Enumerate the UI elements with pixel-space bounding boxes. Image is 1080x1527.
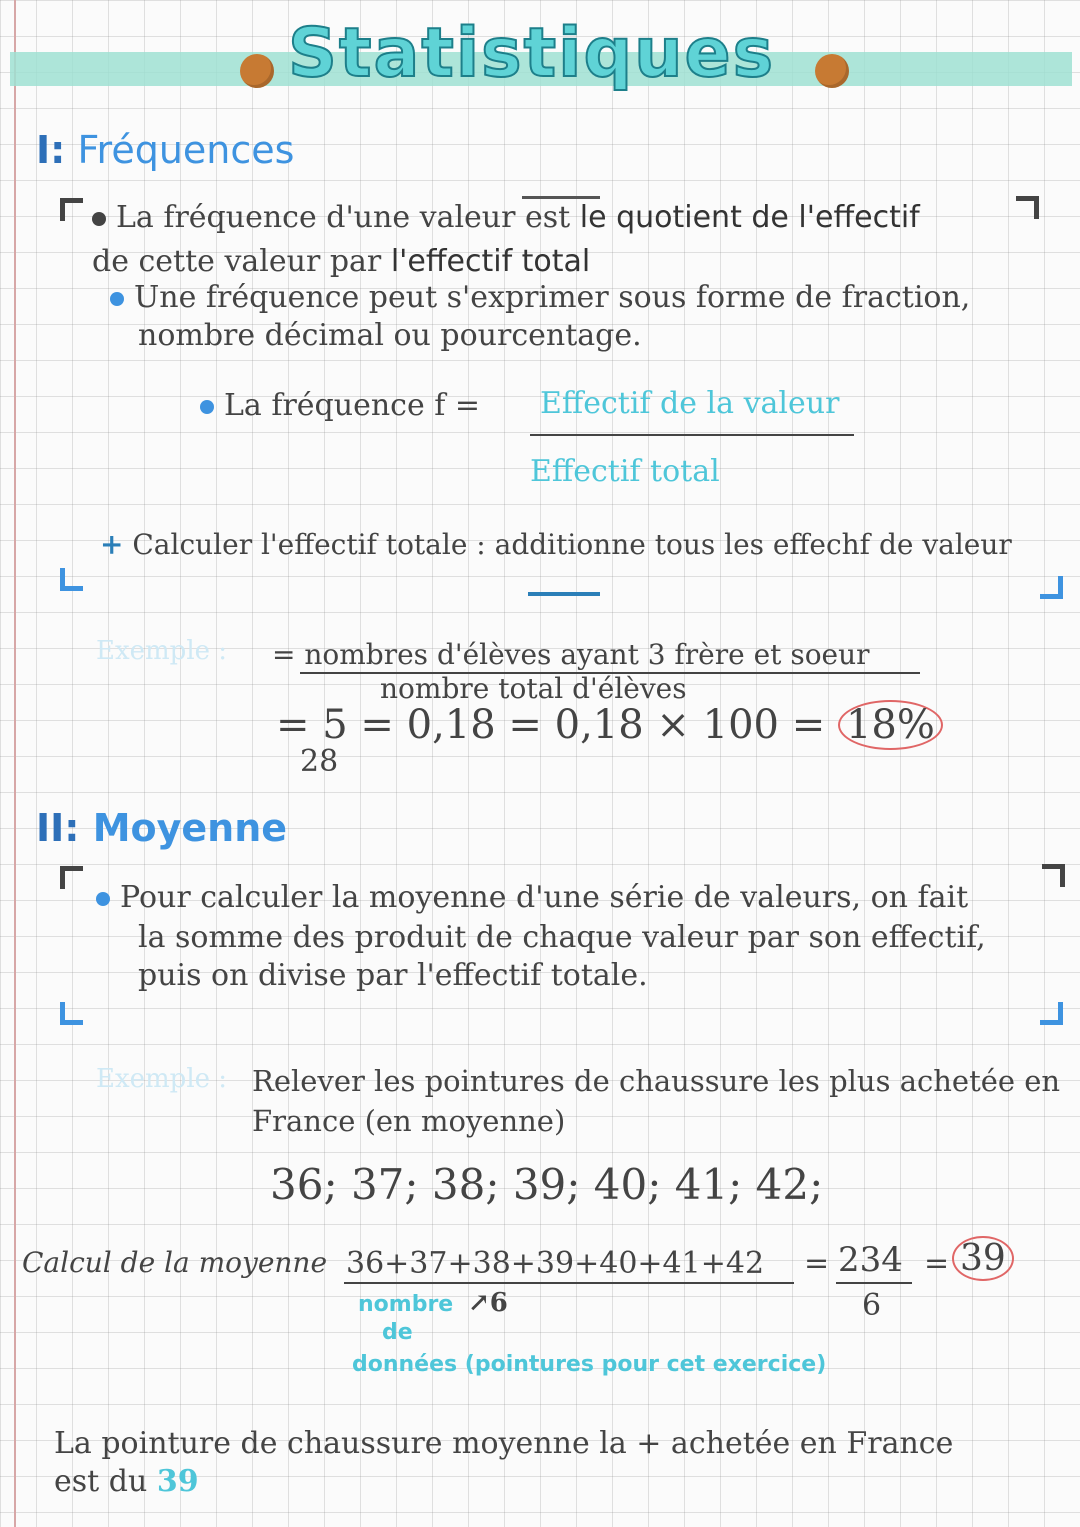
example-2-label: Exemple : [96, 1064, 228, 1094]
conclusion-line2: est du 39 [54, 1464, 199, 1499]
formula-numerator: Effectif de la valeur [540, 386, 840, 421]
formula-denominator: Effectif total [530, 454, 720, 489]
mean-result-wrap [952, 1236, 1014, 1281]
mean-calc-equals-2: = [924, 1246, 950, 1281]
mean-calc-numerator: 36+37+38+39+40+41+42 [346, 1246, 765, 1281]
bracket-top-right [1016, 196, 1039, 219]
conclusion-value: 39 [156, 1464, 199, 1499]
bracket-bottom-right-2 [1040, 1002, 1063, 1025]
mean-definition-line3: puis on divise par l'effectif totale. [138, 958, 648, 993]
mean-calc-equals-1: = [804, 1246, 830, 1281]
decor-rule-blue [528, 592, 600, 596]
margin-line [14, 0, 16, 1527]
section-1-number: I [36, 128, 51, 172]
bullet-frequency-forms-line1: Une fréquence peut s'exprimer sous forme de fraction, [110, 280, 970, 315]
example-2-line1: Relever les pointures de chaussure les plus achetée en [252, 1064, 1061, 1098]
shoe-size-values: 36; 37; 38; 39; 40; 41; 42; [270, 1160, 824, 1209]
decor-rule [522, 196, 600, 199]
mean-calc-label: Calcul de la moyenne [22, 1246, 328, 1279]
mean-result: 39 [952, 1236, 1014, 1281]
formula-label: La fréquence f = [200, 388, 480, 423]
note-de: de [382, 1320, 413, 1345]
bullet-frequency-forms-line2: nombre décimal ou pourcentage. [138, 318, 642, 353]
mean-frac-numerator: 234 [838, 1240, 903, 1280]
section-1-title: Fréquences [77, 128, 295, 172]
conclusion-line1: La pointure de chaussure moyenne la + achetée en France [54, 1426, 954, 1461]
formula-fraction-line [530, 434, 854, 436]
bracket-top-right-2 [1042, 864, 1065, 887]
page-title: Statistiques [288, 14, 776, 93]
mean-calc-fraction-line [344, 1282, 794, 1284]
example-1-label: Exemple : [96, 636, 228, 666]
bracket-bottom-right [1040, 576, 1063, 599]
example-2-line2: France (en moyenne) [252, 1104, 566, 1138]
example-1-result: 18% [838, 700, 943, 750]
example-1-calculation: = 5 = 0,18 = 0,18 × 100 = 18% [276, 700, 943, 750]
note-arrow-six: ↗6 [468, 1288, 508, 1318]
binder-hole-right [815, 54, 849, 88]
example-1-numerator: = nombres d'élèves ayant 3 frère et soeur [272, 638, 870, 671]
section-1-heading: I: Fréquences [36, 128, 295, 172]
definition-frequency-line1: La fréquence d'une valeur est le quotient de l'effectif [92, 200, 920, 235]
definition-frequency-line2: de cette valeur par l'effectif total [92, 244, 591, 279]
note-donnees: données (pointures pour cet exercice) [352, 1352, 827, 1377]
mean-frac-line [836, 1282, 912, 1284]
example-1-denominator: nombre total d'élèves [380, 672, 687, 705]
bracket-top-left-2 [60, 866, 83, 889]
mean-frac-denominator: 6 [862, 1288, 882, 1323]
tip-total-effectif: + Calculer l'effectif totale : additionne tous les effechf de valeur [100, 528, 1012, 561]
binder-hole-left [240, 54, 274, 88]
section-2-number: II [36, 806, 65, 850]
mean-definition-line1: Pour calculer la moyenne d'une série de valeurs, on fait [96, 880, 968, 915]
mean-definition-line2: la somme des produit de chaque valeur par son effectif, [138, 920, 986, 955]
bracket-bottom-left [60, 568, 83, 591]
note-nombre: nombre [358, 1292, 454, 1317]
bracket-top-left [60, 198, 83, 221]
bracket-bottom-left-2 [60, 1002, 83, 1025]
section-2-heading: II: Moyenne [36, 806, 288, 850]
example-1-calc-denominator: 28 [300, 744, 339, 779]
section-2-title: Moyenne [92, 806, 288, 850]
